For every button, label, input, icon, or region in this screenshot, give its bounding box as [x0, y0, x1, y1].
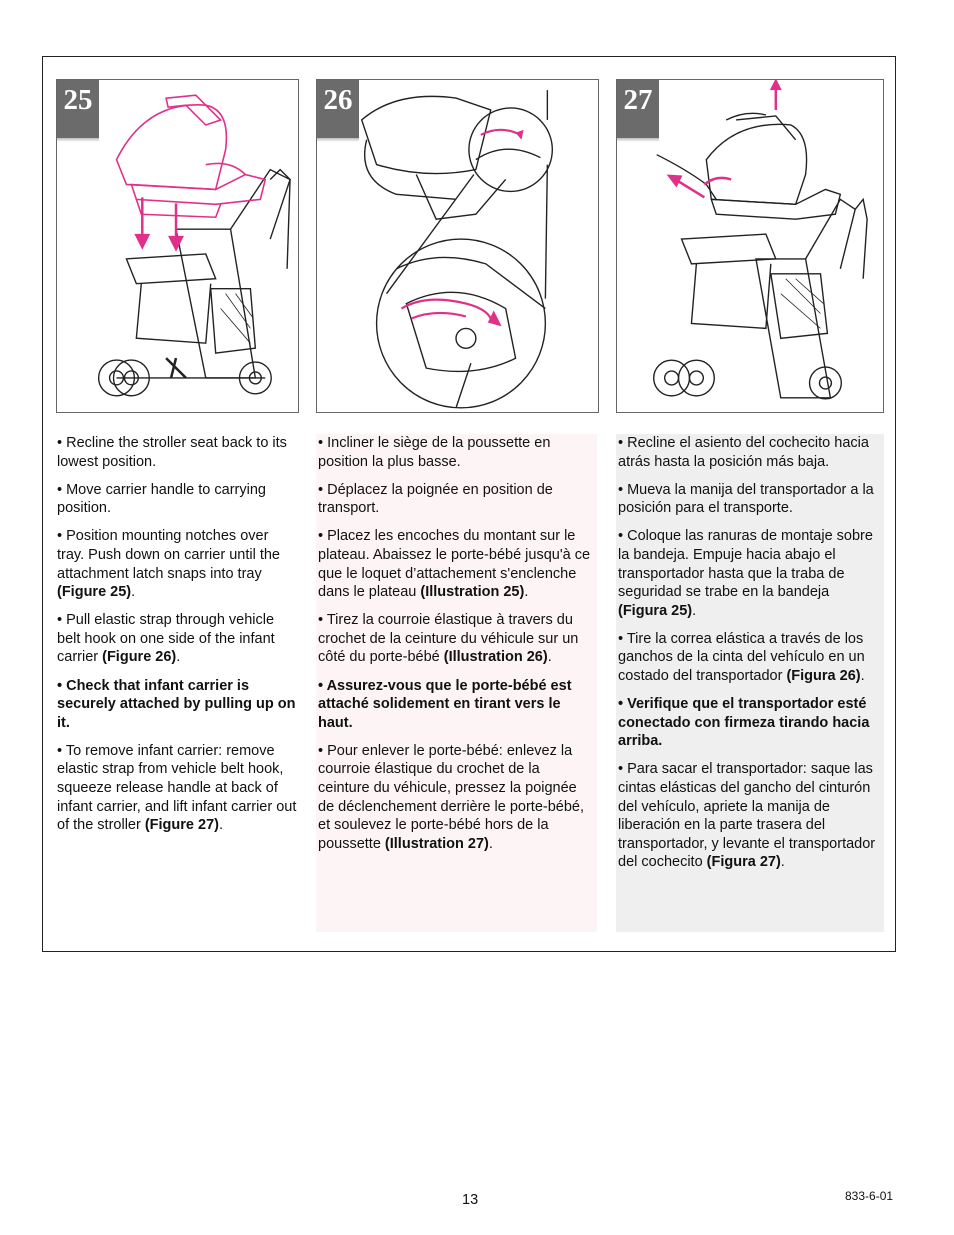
instruction-item-warning: • Assurez-vous que le porte-bébé est attaché solidement en tirant vers le haut. [318, 677, 572, 731]
instruction-item: • Placez les encoches du montant sur le plateau. Abaissez le porte-bébé jusqu'à ce que le loquet d’attachement s'enclenche dans le plateau (Illustration 25). [318, 528, 591, 601]
instruction-item: • Tirez la courroie élastique à travers du crochet de la ceinture du véhicule sur un côté du porte-bébé (Illustration 26). [318, 612, 579, 666]
figure-number: 26 [317, 80, 359, 138]
instruction-item: • Recline el asiento del cochecito hacia atrás hasta la posición más baja. [618, 435, 869, 470]
figure-number: 25 [57, 80, 99, 138]
figure-number: 27 [617, 80, 659, 138]
instruction-item: • Tire la correa elástica a través de los ganchos de la cinta del vehículo en un costado del transportador (Figura 26). [618, 630, 865, 685]
figure-25 [56, 79, 299, 413]
spanish-instructions [616, 434, 884, 932]
instruction-item-warning: • Verifique que el transportador esté conectado con firmeza tirando hacia arriba. [618, 696, 870, 750]
instruction-item: • Recline the stroller seat back to its lowest position. [57, 435, 287, 470]
instruction-item: • Pull elastic strap through vehicle belt hook on one side of the infant carrier (Figure 26). [57, 612, 275, 666]
instruction-item: • Coloque las ranuras de montaje sobre la bandeja. Empuje hacia abajo el transportador hasta que la traba de seguridad se trabe en la bandeja (Figura 25). [618, 528, 873, 619]
instruction-item: • Déplacez la poignée en position de transport. [318, 481, 553, 517]
instruction-item: • Pour enlever le porte-bébé: enlevez la courroie élastique du crochet de la ceinture du véhicule, pressez la poignée de déclenchement derrière le porte-bébé, et soulevez le porte-bébé hors de la poussette (Illustration 27). [318, 742, 584, 852]
instruction-item: • To remove infant carrier: remove elastic strap from vehicle belt hook, squeeze release handle at back of infant carrier, and lift infant carrier out of the stroller (Figure 27). [57, 742, 297, 834]
french-instructions [316, 434, 597, 932]
elastic-strap-hook-illustration [317, 80, 598, 412]
document-code: 833-6-01 [845, 1189, 894, 1203]
instruction-item: • Para sacar el transportador: saque las cintas elásticas del gancho del cinturón del vehículo, apriete la manija de liberación en la parte trasera del transportador, y levante el transportador del cochecito (Figura 27). [618, 761, 876, 871]
instruction-item: • Incliner le siège de la poussette en position la plus basse. [318, 435, 551, 470]
page-number: 13 [462, 1192, 479, 1208]
english-instructions [55, 434, 300, 844]
figure-26 [316, 79, 599, 413]
instruction-item: • Position mounting notches over tray. Push down on carrier until the attachment latch snaps into tray (Figure 25). [57, 528, 280, 601]
instruction-item-warning: • Check that infant carrier is securely attached by pulling up on it. [57, 677, 296, 731]
figure-27 [616, 79, 884, 413]
instruction-item: • Mueva la manija del transportador a la posición para el transporte. [618, 481, 874, 517]
instruction-item: • Move carrier handle to carrying position. [57, 481, 266, 517]
